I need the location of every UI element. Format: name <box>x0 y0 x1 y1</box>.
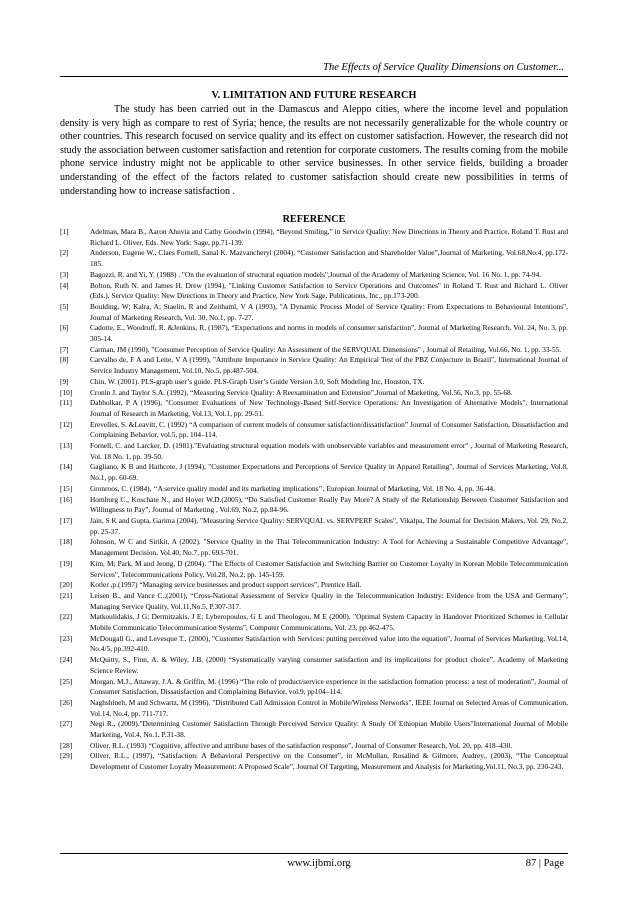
reference-text: Morgan, M.J., Attaway, J.A. & Griffin, M. (1996) “The role of product/service experience in the satisfaction formation process: a test of moderation”, Journal of Consumer Satisfaction, Dissatisfaction and Complaining Behavior, vol.9, pp104–114. <box>90 676 568 697</box>
reference-number: [8] <box>60 355 69 365</box>
reference-number: [28] <box>60 740 73 750</box>
reference-number: [24] <box>60 655 73 665</box>
reference-number: [19] <box>60 558 73 568</box>
reference-number: [23] <box>60 633 73 643</box>
reference-number: [25] <box>60 676 73 686</box>
reference-text: Bagozzi, R. and Yi, Y. (1988) . "On the evaluation of structural equation models",Journal of the Academy of Marketing Science, Vol. 16 No. 1, pp. 74-94. <box>90 269 542 279</box>
reference-number: [10] <box>60 387 73 397</box>
reference-item <box>60 323 568 344</box>
reference-text: Dabholkar, P A (1996), "Consumer Evaluations of New Technology-Based Self-Service Operations: An Investigation of Alternative Models", International Journal of Research in Marketing, Vol.13, Vol.1, pp. 29-51. <box>90 398 568 418</box>
reference-text: Cadotte, E., Woodruff, R. &Jenkins, R. (1987), “Expectations and norms in models of consumer satisfaction”, Journal of Marketing Research, Vol. 24, No. 3, pp. 305-14. <box>90 323 568 344</box>
reference-text: Negi R., (2009)."Determining Customer Satisfaction Through Perceived Service Quality: A Study Of Ethiopian Mobile Users"International Journal of Mobile Marketing, Vol.4, No.1, P.31-38. <box>90 719 568 740</box>
reference-number: [26] <box>60 697 73 707</box>
reference-text: Leisen B., and Vance C.,(2001), “Cross-National Assessment of Service Quality in the Telecommunication Industry: Evidence from the USA and Germany”, Managing Service Quality, Vol.11,No.5, P.307-317. <box>90 590 568 611</box>
reference-item <box>60 719 568 740</box>
reference-text: Homburg C., Koschate N., and Hoyer W.D.(2005), “Do Satisfied Customer Really Pay More? A Study of the Relationship Between Customer Satisfaction and Willingness to Pay”, Journal of Marketing , Vol.69, No.2, pp.84-96. <box>90 494 568 515</box>
reference-number: [7] <box>60 344 69 354</box>
reference-item <box>60 537 568 558</box>
reference-item <box>60 420 568 441</box>
reference-number: [22] <box>60 612 73 622</box>
reference-text: Anderson, Eugene W., Claes Fornell, Sanal K. Mazvancheryl (2004), “Customer Satisfaction and Shareholder Value”,Journal of Marketing, Vol.68,No.4, pp.172-185. <box>90 248 568 269</box>
reference-item <box>60 398 568 419</box>
reference-text: Carman, JM (1990), "Consumer Perception of Service Quality: An Assessment of the SERVQUAL Dimensions" , Journal of Retailing, Vol.66, No. 1, pp. 33-55. <box>90 344 562 354</box>
reference-number: [27] <box>60 719 73 729</box>
reference-text: Oliver, R.L., (1997), “Satisfaction: A Behavioral Perspective on the Consumer”, in McMullan, Rosalind & Gilmore, Audrey., (2003), “The Conceptual Development of Customer Loyalty Measurement: A Proposed Scale”, Journal Of Targeting, Measurement and Analysis for Marketing,Vol.11, No.3, pp. 230-243. <box>90 751 568 772</box>
reference-item <box>60 484 568 495</box>
reference-item <box>60 462 568 483</box>
reference-item <box>60 495 568 516</box>
footer-rule <box>60 853 568 854</box>
body-paragraph: The study has been carried out in the Damascus and Aleppo cities, where the income level and population density is very high as compare to rest of Syria; hence, the results are not necessarily generalizable for the whole country or other countries. This research focused on service quality and its effect on customer satisfaction. However, the research did not study the association between customer satisfaction and retention for corporate customers. The results coming from the mobile phone service industry might not be applicable to other service businesses. In other service fields, building a broader understanding of the effect of the factors related to customer satisfaction should create new possibilities in terms of understanding how to increase satisfaction . <box>60 104 568 197</box>
reference-item <box>60 612 568 633</box>
header-rule <box>60 76 568 77</box>
reference-number: [4] <box>60 280 69 290</box>
reference-item <box>60 698 568 719</box>
reference-text: Matkoulidakis, J G; Dermitzakis, J E; Lyberopoulos, G L and Theologou, M E (2000). "Optimal System Capacity in Handover Prioritized Schemes in Cellular Mobile Communicatio Telecommunication Systems", Computer Communications, Vol. 23, pp.462-475. <box>90 612 568 633</box>
references-heading: REFERENCE <box>282 214 346 225</box>
reference-text: Kim, M; Park, M and Jeong, D (2004). "The Effects of Customer Satisfaction and Switching Barrier on Customer Loyalty in Korean Mobile Telecommunication Services", Telecommunications Policy, Vol.28, No.2, pp. 145-159. <box>90 558 568 579</box>
reference-number: [11] <box>60 398 72 408</box>
reference-item <box>60 227 568 248</box>
reference-item <box>60 751 568 772</box>
reference-item <box>60 591 568 612</box>
reference-item <box>60 377 568 388</box>
reference-number: [14] <box>60 462 73 472</box>
section-body <box>60 103 568 198</box>
reference-text: Chin, W. (2001). PLS-graph user’s guide. PLS-Graph User’s Guide Version 3.0, Soft Modeling Inc, Houston, TX. <box>90 376 425 386</box>
reference-number: [1] <box>60 227 69 236</box>
reference-item <box>60 634 568 655</box>
running-header: The Effects of Service Quality Dimensions on Customer... <box>323 62 564 73</box>
reference-number: [9] <box>60 376 69 386</box>
reference-text: Naghshineh, M and Schwartz, M (1996). "Distributed Call Admission Control in Mobile/Wireless Networks", IEEE Journal on Selected Areas of Communication, Vol.14, No.4, pp. 711-717. <box>90 697 568 718</box>
reference-number: [15] <box>60 483 73 493</box>
reference-number: [17] <box>60 515 73 525</box>
reference-item <box>60 248 568 269</box>
reference-item <box>60 741 568 752</box>
reference-number: [5] <box>60 301 69 311</box>
reference-item <box>60 559 568 580</box>
reference-text: Erevelles, S. &Leavitt, C. (1992) “A comparison of current models of consumer satisfaction/dissatisfaction” Journal of Consumer Satisfaction, Dissatisfaction and Complaining Behavior, vol.5, pp. 104–114. <box>90 419 568 440</box>
reference-number: [20] <box>60 580 73 590</box>
reference-number: [3] <box>60 269 69 279</box>
footer-url[interactable]: www.ijbmi.org <box>287 858 351 869</box>
reference-number: [13] <box>60 441 73 451</box>
reference-text: McDougall G., and Levesque T., (2000), "Customer Satisfaction with Services: putting perceived value into the equation", Journal of Services Marketing, Vol.14, No.4/5, pp.392-410. <box>90 633 568 654</box>
reference-text: Johnson, W C and Sirikit, A (2002). "Service Quality in the Thai Telecommunication Industry: A Tool for Achieving a Sustainable Competitive Advantage", Management Decision, Vol.40, No.7, pp. 693-701. <box>90 537 568 558</box>
reference-list <box>60 227 568 773</box>
reference-number: [2] <box>60 248 69 258</box>
reference-text: Boulding, W; Kalra, A; Staelin, R and Zeithaml, V A (1993), "A Dynamic Process Model of Service Quality: From Expectations to Behavioural Intentions", Journal of Marketing Research, Vol. 30, No.1, pp. 7-27. <box>90 301 568 322</box>
reference-text: Kotler ,p.(1997) “Managing service businesses and product support services”, Prentice Hall. <box>90 580 362 590</box>
section-heading: V. LIMITATION AND FUTURE RESEARCH <box>211 90 417 101</box>
reference-text: Oliver, R.L. (1993) “Cognitive, affective and attribute bases of the satisfaction response”, Journal of Consumer Research, Vol. 20, pp. 418–430. <box>90 740 513 750</box>
reference-item <box>60 441 568 462</box>
reference-number: [29] <box>60 751 73 761</box>
reference-item <box>60 516 568 537</box>
reference-text: McQuitty, S., Finn, A. & Wiley, J.B. (2000) “Systematically varying consumer satisfaction and its implications for product choice”, Academy of Marketing Science Review. <box>90 655 568 675</box>
reference-text: Gronroos, C. (1984), ‘‘A service quality model and its marketing implications’’, European Journal of Marketing, Vol. 18 No. 4, pp. 36-44. <box>90 483 495 493</box>
reference-number: [12] <box>60 419 73 429</box>
reference-item <box>60 270 568 281</box>
reference-item <box>60 281 568 302</box>
reference-item <box>60 345 568 356</box>
reference-text: Fornell, C. and Larcker, D. (1981)."Evaluating structural equation models with unobservable variables and measurement error" , Journal of Marketing Research, Vol. 18 No. 1, pp. 39-50. <box>90 441 568 461</box>
page-number: 87 | Page <box>525 858 564 869</box>
reference-number: [21] <box>60 590 73 600</box>
reference-number: [6] <box>60 323 69 333</box>
reference-text: Jain, S K and Gupta, Garima (2004), "Measuring Service Quality: SERVQUAL vs. SERVPERF Scales", Vikalpa, The Journal for Decision Makers, Vol. 29, No.2, pp. 25-37. <box>90 515 568 536</box>
reference-item <box>60 355 568 376</box>
reference-item <box>60 677 568 698</box>
reference-number: [18] <box>60 537 73 547</box>
reference-text: Cronin J. and Taylor S.A. (1992), “Measuring Service Quality: A Reexamination and Extension”,Journal of Marketing, Vol.56, No.3, pp. 55-68. <box>90 387 513 397</box>
reference-text: Adelman, Mara B., Aaron Ahuvia and Cathy Goodwin (1994), “Beyond Smiling,” in Service Quality: New Directions in Theory and Practice, Roland T. Rust and Richard L. Oliver, Eds. New York: Sage, pp.71-139. <box>90 227 568 247</box>
reference-item <box>60 388 568 399</box>
reference-item <box>60 580 568 591</box>
reference-item <box>60 302 568 323</box>
reference-number: [16] <box>60 494 73 504</box>
reference-text: Bolton, Ruth N. and James H. Drew (1994), "Linking Customer Satisfaction to Service Operations and Outcomes" in Roland T. Rust and Richard L. Oliver (Eds.), Service Quality: New Directions in Theory and Practice, New York Sage, Publications, Inc., pp.173-200. <box>90 280 568 301</box>
reference-text: Gagliano, K B and Hathcote, J (1994), "Customer Expectations and Perceptions of Service Quality in Apparel Retailing", Journal of Services Marketing, Vol.8, No.1, pp. 60-69. <box>90 462 568 483</box>
reference-text: Carvalho de, F A and Leite, V A (1999), "Attribute Importance in Service Quality: An Empirical Test of the PBZ Conjecture in Brazil", International Journal of Service Industry Management, Vol.10, No.5, pp.487-504. <box>90 355 568 376</box>
reference-item <box>60 655 568 676</box>
